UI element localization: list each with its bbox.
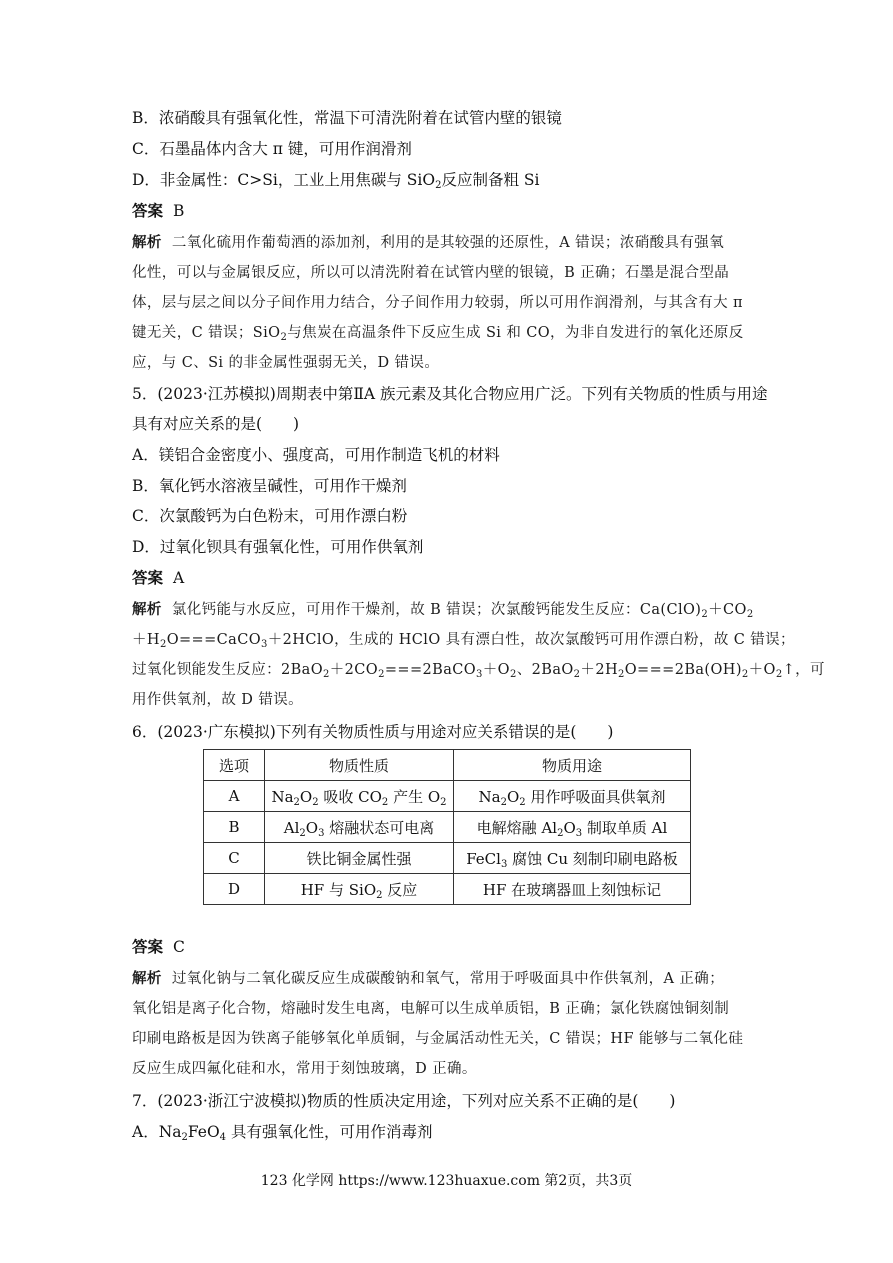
q4-option-b: B．浓硝酸具有强氧化性，常温下可清洗附着在试管内壁的银镜: [132, 109, 562, 127]
explanation-label: 解析: [132, 234, 162, 251]
property-cell: $Al_2O_3$ 熔融状态可电离: [265, 812, 454, 843]
answer-value: B: [173, 202, 185, 220]
q7-stem: 7．(2023·浙江宁波模拟)物质的性质决定用途，下列对应关系不正确的是( ): [132, 1092, 676, 1110]
table-header-cell: 物质用途: [454, 750, 691, 781]
table-row: [204, 874, 691, 905]
table-row: [204, 781, 691, 812]
q6-stem: 6．(2023·广东模拟)下列有关物质性质与用途对应关系错误的是( ): [132, 723, 614, 741]
q6-options-table: [203, 749, 691, 905]
q6-explanation-line: 氧化铝是离子化合物，熔融时发生电离，电解可以生成单质铝，B 正确；氯化铁腐蚀铜刻制: [132, 1001, 730, 1017]
q4-option-d: D．非金属性：C>Si，工业上用焦碳与 SiO$_2$反应制备粗 Si: [132, 171, 540, 191]
q5-explanation-line: 用作供氧剂，故 D 错误。: [132, 692, 304, 708]
q5-answer: [132, 568, 772, 588]
q6-answer: [132, 937, 772, 957]
table-row: [204, 843, 691, 874]
q5-explanation-line: $+H_2O===CaCO_3+2HClO$，生成的 HClO 具有漂白性，故次氯酸钙可用作漂白粉，故 C 错误；: [132, 632, 795, 650]
table-header-row: [204, 750, 691, 781]
q4-explanation-line: 化性，可以与金属银反应，所以可以清洗附着在试管内壁的银镜，B 正确；石墨是混合型晶: [132, 265, 730, 281]
answer-label: 答案: [132, 568, 164, 587]
option-cell: C: [204, 843, 265, 874]
answer-value: C: [173, 938, 185, 956]
q4-answer: [132, 201, 772, 221]
option-cell: D: [204, 874, 265, 905]
q5-option-a: A．镁铝合金密度小、强度高，可用作制造飞机的材料: [132, 446, 500, 464]
property-cell: HF 与 SiO$_2$ 反应: [265, 874, 454, 905]
q5-explanation-line: 解析 氯化钙能与水反应，可用作干燥剂，故 B 错误；次氯酸钙能发生反应：$Ca(ClO)_2+CO_2$: [132, 601, 754, 620]
use-cell: $Na_2O_2$ 用作呼吸面具供氧剂: [454, 781, 691, 812]
q4-explanation-line: 体，层与层之间以分子间作用力结合，分子间作用力较弱，所以可用作润滑剂，与其含有大 π: [132, 295, 743, 311]
page-footer: 123 化学网 https://www.123huaxue.com 第2页，共3页: [260, 1173, 633, 1189]
q5-option-c: C．次氯酸钙为白色粉末，可用作漂白粉: [132, 507, 408, 525]
use-cell: 电解熔融 $Al_2O_3$ 制取单质 Al: [454, 812, 691, 843]
option-cell: B: [204, 812, 265, 843]
q4-option-c: C．石墨晶体内含大 π 键，可用作润滑剂: [132, 140, 412, 158]
use-cell: FeCl$_3$ 腐蚀 Cu 刻制印刷电路板: [454, 843, 691, 874]
q7-option-a: A．$Na_2FeO_4$ 具有强氧化性，可用作消毒剂: [132, 1123, 433, 1143]
q5-option-d: D．过氧化钡具有强氧化性，可用作供氧剂: [132, 538, 424, 556]
explanation-label: 解析: [132, 970, 162, 987]
q4-explanation-line: 键无关，C 错误；SiO$_2$与焦炭在高温条件下反应生成 Si 和 CO，为非自发进行的氧化还原反: [132, 325, 744, 343]
answer-label: 答案: [132, 937, 164, 956]
q6-explanation-line: 印刷电路板是因为铁离子能够氧化单质铜，与金属活动性无关，C 错误；HF 能够与二氧化硅: [132, 1031, 744, 1047]
property-cell: 铁比铜金属性强: [265, 843, 454, 874]
table-row: [204, 812, 691, 843]
q4-explanation-line: 解析 二氧化硫用作葡萄酒的添加剂，利用的是其较强的还原性，A 错误；浓硝酸具有强氧: [132, 234, 725, 251]
q5-stem: 5．(2023·江苏模拟)周期表中第ⅡA 族元素及其化合物应用广泛。下列有关物质的性质与用途: [132, 385, 768, 403]
answer-label: 答案: [132, 201, 164, 220]
option-cell: A: [204, 781, 265, 812]
use-cell: HF 在玻璃器皿上刻蚀标记: [454, 874, 691, 905]
q4-explanation-line: 应，与 C、Si 的非金属性强弱无关，D 错误。: [132, 355, 440, 371]
q5-explanation-line: 过氧化钡能发生反应：$2BaO_2+2CO_2===2BaCO_3+O_2$、$2BaO_2+2H_2O===2Ba(OH)_2+O_2↑$，可: [132, 662, 825, 680]
answer-value: A: [173, 569, 185, 587]
q6-explanation-line: 解析 过氧化钠与二氧化碳反应生成碳酸钠和氧气，常用于呼吸面具中作供氧剂，A 正确；: [132, 970, 725, 987]
q6-explanation-line: 反应生成四氟化硅和水，常用于刻蚀玻璃，D 正确。: [132, 1061, 477, 1077]
q5-stem-cont: 具有对应关系的是( ): [132, 415, 300, 433]
property-cell: $Na_2O_2$ 吸收 $CO_2$ 产生 $O_2$: [265, 781, 454, 812]
explanation-label: 解析: [132, 601, 162, 618]
q5-option-b: B．氧化钙水溶液呈碱性，可用作干燥剂: [132, 477, 407, 495]
table-header-cell: 选项: [204, 750, 265, 781]
table-header-cell: 物质性质: [265, 750, 454, 781]
